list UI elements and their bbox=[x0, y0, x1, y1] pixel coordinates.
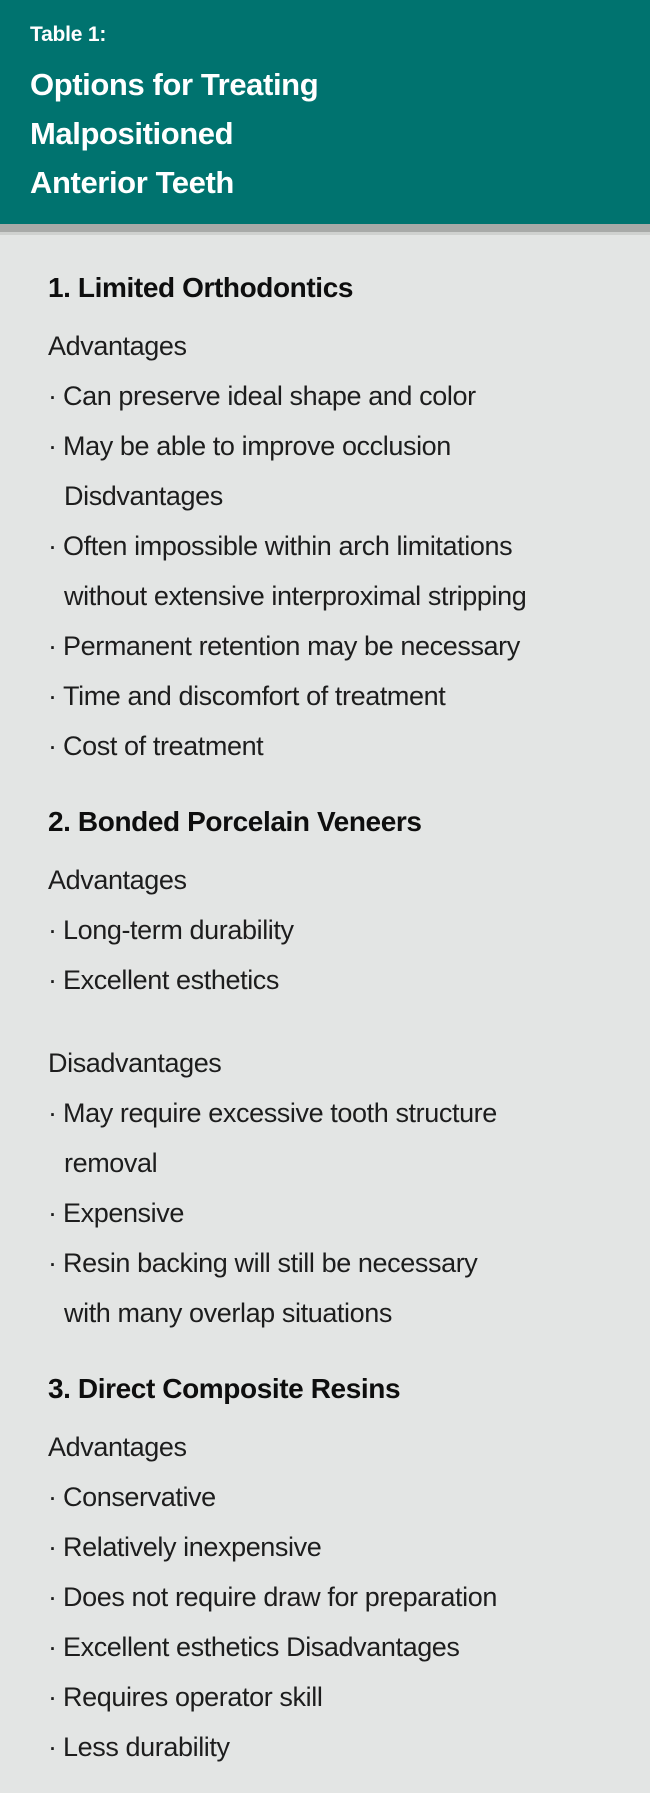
list-item: · Long-term durability bbox=[48, 905, 622, 955]
list-label: Disadvantages bbox=[48, 1048, 222, 1078]
section-heading: 1. Limited Orthodontics bbox=[48, 272, 354, 303]
bullet-dot: · bbox=[48, 631, 57, 661]
section-limited-orthodontics bbox=[48, 263, 622, 771]
bullet-dot: · bbox=[48, 1582, 57, 1612]
list-item: · Excellent esthetics Disadvantages bbox=[48, 1622, 622, 1672]
table-title bbox=[30, 60, 622, 207]
header-divider bbox=[0, 224, 650, 235]
list-item-continuation: with many overlap situations bbox=[64, 1298, 392, 1328]
list-item: · Expensive bbox=[48, 1188, 622, 1238]
bullet-dot: · bbox=[48, 431, 57, 461]
table-title-line: Options for Treating bbox=[30, 67, 319, 102]
list-item: · Cost of treatment bbox=[48, 721, 622, 771]
list-item: · Resin backing will still be necessary bbox=[48, 1238, 622, 1288]
list-item-continuation: removal bbox=[64, 1148, 158, 1178]
section-heading: 2. Bonded Porcelain Veneers bbox=[48, 806, 422, 837]
bullet-dot: · bbox=[48, 1682, 57, 1712]
bullet-dot: · bbox=[48, 1248, 57, 1278]
section-bonded-porcelain-veneers bbox=[48, 797, 622, 1338]
bullet-dot: · bbox=[48, 531, 57, 561]
bullet-dot: · bbox=[48, 731, 57, 761]
list-item-continuation: without extensive interproximal stripping bbox=[64, 581, 527, 611]
bullet-dot: · bbox=[48, 1198, 57, 1228]
table-title-line: Malpositioned bbox=[30, 116, 234, 151]
section-direct-composite-resins bbox=[48, 1364, 622, 1772]
bullet-dot: · bbox=[48, 681, 57, 711]
bullet-dot: · bbox=[48, 1732, 57, 1762]
list-item: · Can preserve ideal shape and color bbox=[48, 371, 622, 421]
list-label: Advantages bbox=[48, 865, 187, 895]
list-item: · Conservative bbox=[48, 1472, 622, 1522]
bullet-dot: · bbox=[48, 965, 57, 995]
table-title-line: Anterior Teeth bbox=[30, 165, 234, 200]
bullet-dot: · bbox=[48, 915, 57, 945]
list-item: · Permanent retention may be necessary bbox=[48, 621, 622, 671]
list-item: · May be able to improve occlusion bbox=[48, 421, 622, 471]
list-label: Advantages bbox=[48, 1432, 187, 1462]
table-header bbox=[0, 0, 650, 224]
table-number: Table 1: bbox=[30, 23, 107, 46]
list-item: · Relatively inexpensive bbox=[48, 1522, 622, 1572]
bullet-dot: · bbox=[48, 1632, 57, 1662]
list-item-continuation: Disdvantages bbox=[64, 481, 223, 511]
bullet-dot: · bbox=[48, 381, 57, 411]
list-item: · Often impossible within arch limitations bbox=[48, 521, 622, 571]
section-heading: 3. Direct Composite Resins bbox=[48, 1373, 401, 1404]
bullet-dot: · bbox=[48, 1482, 57, 1512]
list-item: · May require excessive tooth structure bbox=[48, 1088, 622, 1138]
list-item: · Excellent esthetics bbox=[48, 955, 622, 1005]
list-item: · Less durability bbox=[48, 1722, 622, 1772]
bullet-dot: · bbox=[48, 1098, 57, 1128]
list-item: · Requires operator skill bbox=[48, 1672, 622, 1722]
list-item: · Time and discomfort of treatment bbox=[48, 671, 622, 721]
bullet-dot: · bbox=[48, 1532, 57, 1562]
list-item: · Does not require draw for preparation bbox=[48, 1572, 622, 1622]
list-label: Advantages bbox=[48, 331, 187, 361]
table-body bbox=[0, 235, 650, 1772]
